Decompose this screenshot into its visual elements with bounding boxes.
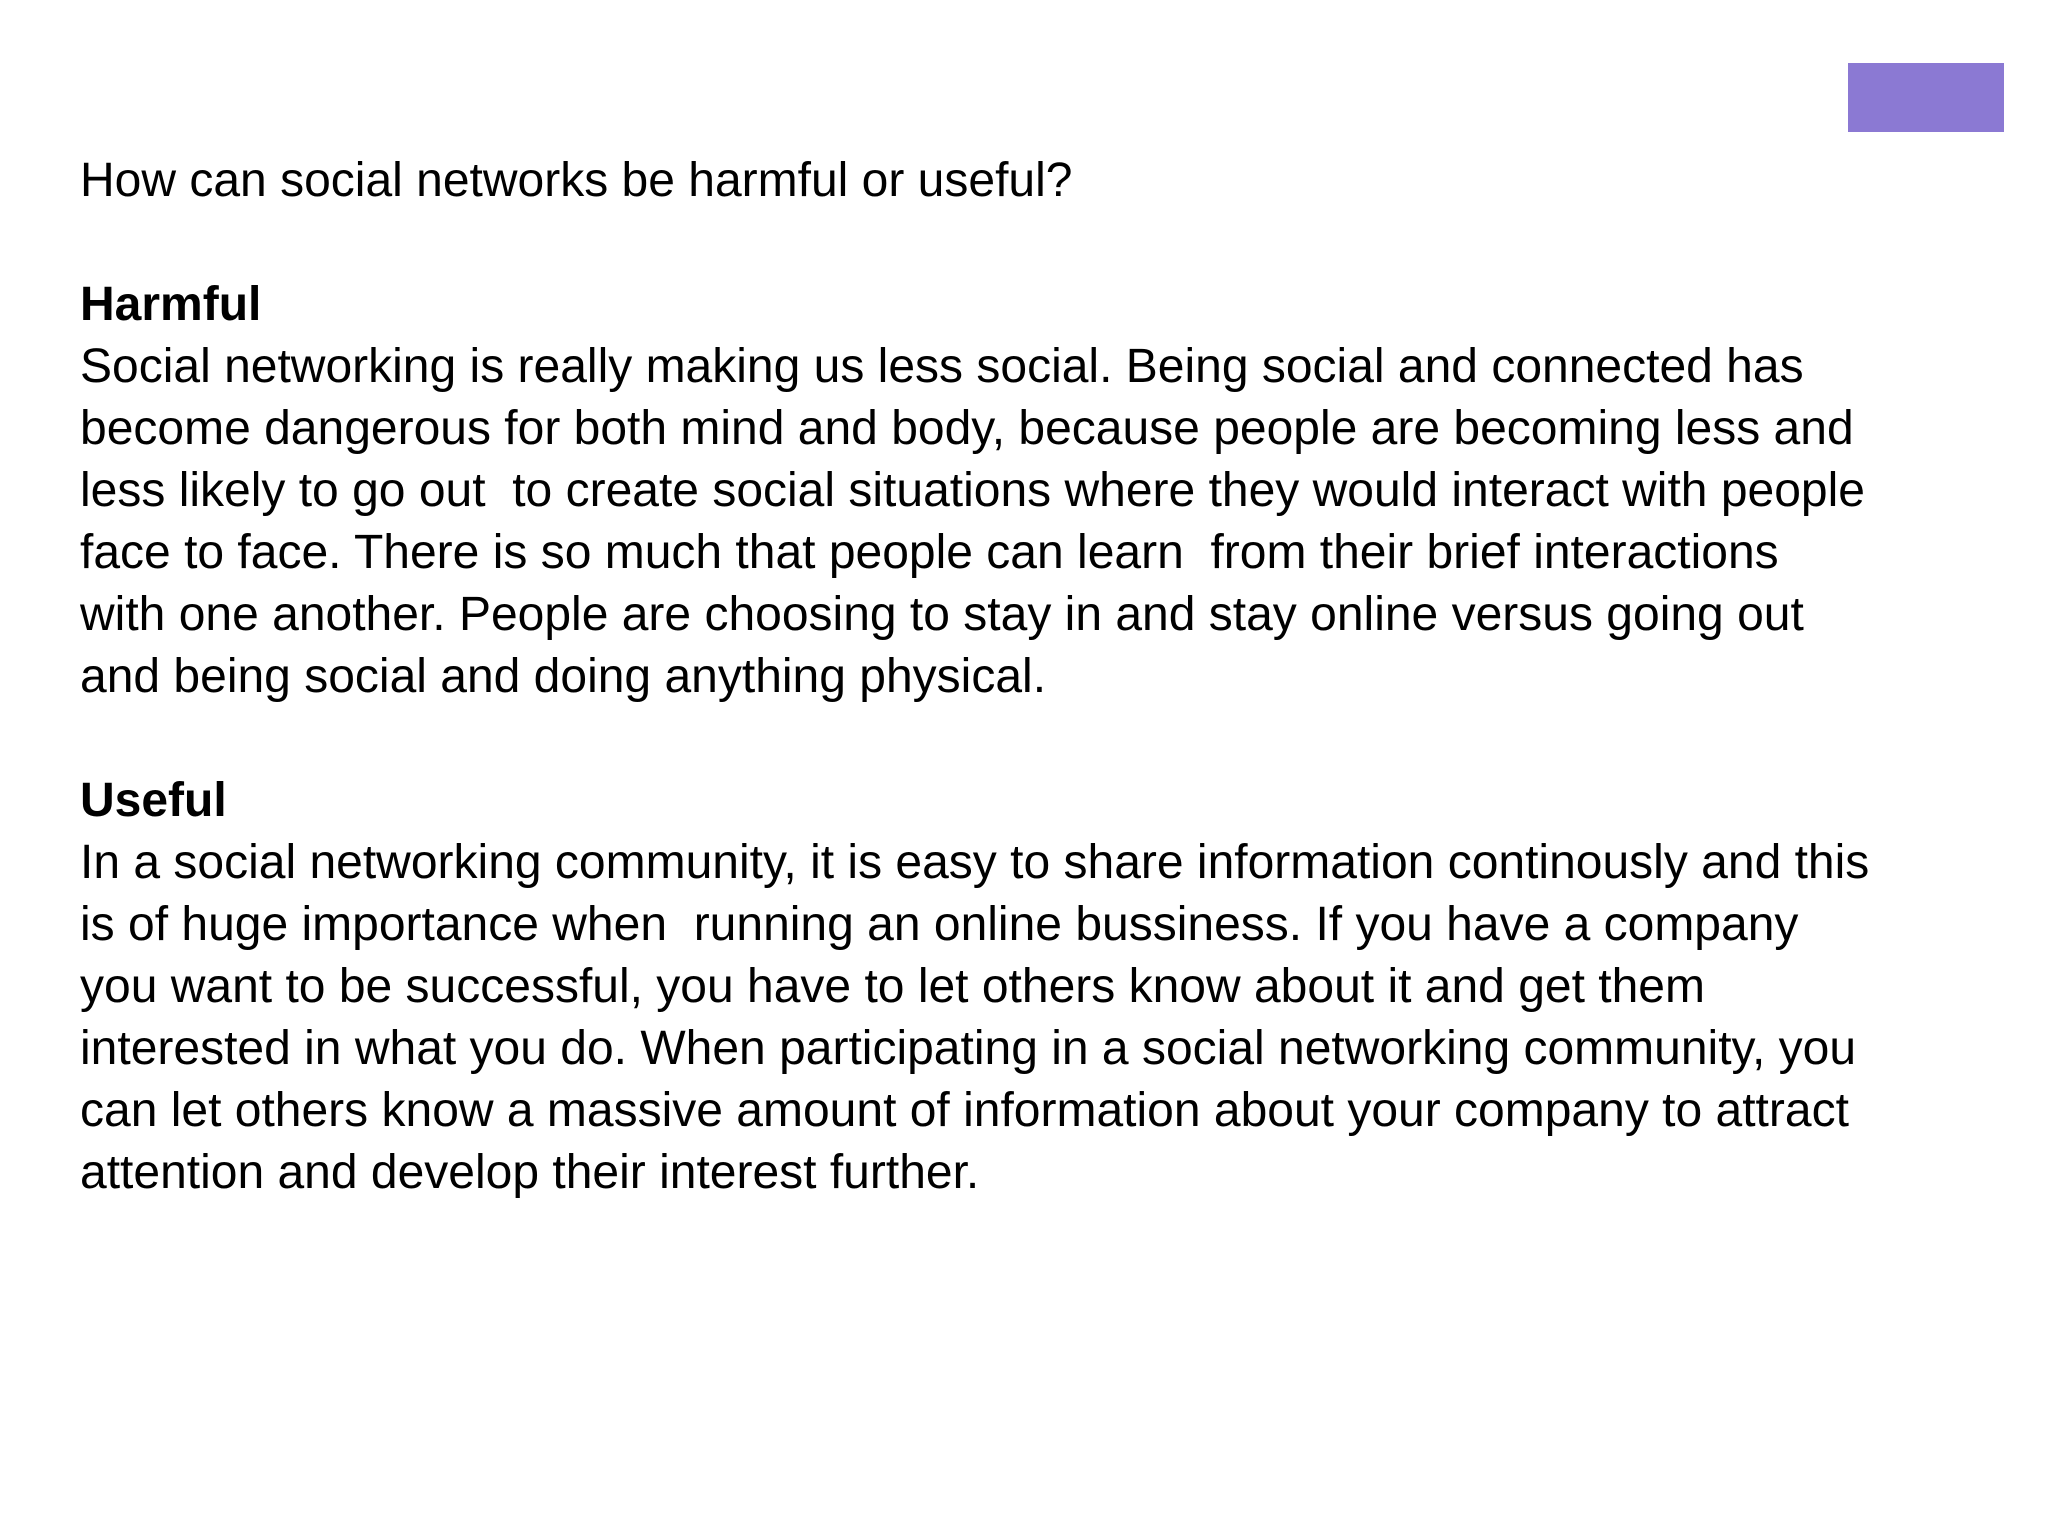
useful-line: In a social networking community, it is easy to share information continously and this [80, 836, 1870, 889]
harmful-line: with one another. People are choosing to stay in and stay online versus going out [80, 588, 1804, 641]
spacer [80, 212, 2020, 274]
useful-line: can let others know a massive amount of information about your company to attract [80, 1084, 1849, 1137]
harmful-line: become dangerous for both mind and body, because people are becoming less and [80, 402, 1854, 455]
useful-line: interested in what you do. When participating in a social networking community, you [80, 1022, 1857, 1075]
harmful-line: face to face. There is so much that people can learn from their brief interactions [80, 526, 1779, 579]
harmful-line: less likely to go out to create social situations where they would interact with people [80, 464, 1865, 517]
harmful-line: and being social and doing anything physical. [80, 650, 1047, 703]
accent-rectangle [1848, 63, 2004, 132]
harmful-heading: Harmful [80, 278, 262, 331]
slide-content [80, 150, 2020, 1204]
useful-line: attention and develop their interest further. [80, 1146, 980, 1199]
useful-line: is of huge importance when running an online bussiness. If you have a company [80, 898, 1799, 951]
useful-heading: Useful [80, 774, 227, 827]
harmful-paragraph [80, 336, 2020, 708]
useful-line: you want to be successful, you have to let others know about it and get them [80, 960, 1705, 1013]
spacer [80, 708, 2020, 770]
useful-paragraph [80, 832, 2020, 1204]
question-text: How can social networks be harmful or useful? [80, 154, 1073, 207]
harmful-line: Social networking is really making us less social. Being social and connected has [80, 340, 1804, 393]
